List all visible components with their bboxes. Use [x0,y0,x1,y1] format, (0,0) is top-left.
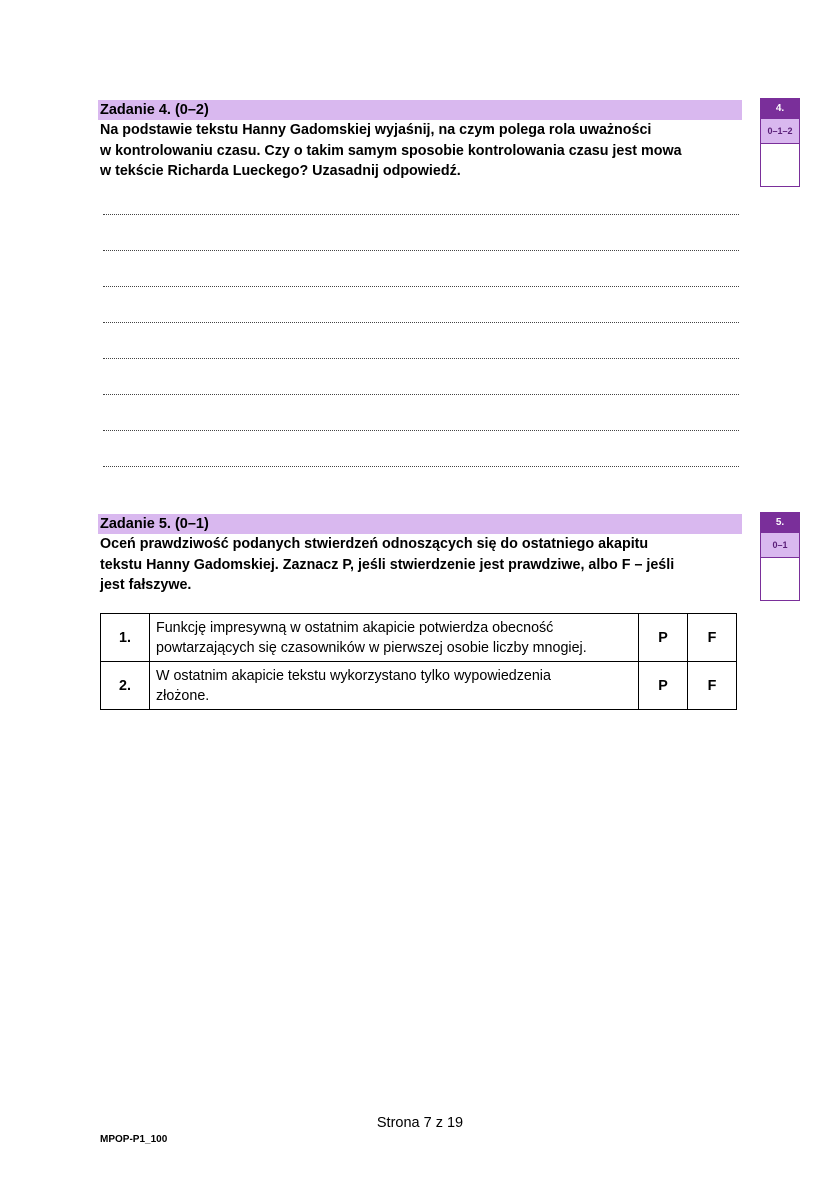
row-index: 2. [101,662,150,710]
answer-line[interactable] [103,214,739,215]
exam-code: MPOP-P1_100 [100,1134,168,1145]
option-true[interactable]: P [639,662,688,710]
task-5-prompt [100,534,740,596]
true-false-table [100,613,737,710]
task-5-prompt-line: jest fałszywe. [100,577,192,593]
task-5-score-field[interactable] [761,558,799,600]
option-true[interactable]: P [639,614,688,662]
answer-line[interactable] [103,358,739,359]
task-5-prompt-line: tekstu Hanny Gadomskiej. Zaznacz P, jeśli stwierdzenie jest prawdziwe, albo F – jeśli [100,556,675,573]
page-number: Strona 7 z 19 [376,1115,464,1131]
row-statement [150,614,639,662]
task-4-prompt [100,120,740,182]
task-5-score-number: 5. [761,513,799,533]
task-5-header: Zadanie 5. (0–1) [98,514,742,534]
row-index: 1. [101,614,150,662]
statement-line: powtarzających się czasowników w pierwszej osobie liczby mnogiej. [156,639,587,656]
task-5-score-range: 0–1 [761,533,799,558]
task-4-score-box [760,98,800,187]
answer-line[interactable] [103,394,739,395]
task-5-prompt-line: Oceń prawdziwość podanych stwierdzeń odnoszących się do ostatniego akapitu [100,536,649,552]
statement-line: złożone. [156,687,210,704]
table-row [101,662,737,710]
task-4-prompt-line: w kontrolowaniu czasu. Czy o takim samym sposobie kontrolowania czasu jest mowa [100,142,682,159]
table-row [101,614,737,662]
task-4-score-range: 0–1–2 [761,119,799,144]
answer-line[interactable] [103,250,739,251]
statement-line: W ostatnim akapicie tekstu wykorzystano tylko wypowiedzenia [156,667,551,684]
task-4-score-number: 4. [761,99,799,119]
option-false[interactable]: F [688,662,737,710]
option-false[interactable]: F [688,614,737,662]
task-4-header: Zadanie 4. (0–2) [98,100,742,120]
answer-line[interactable] [103,286,739,287]
answer-line[interactable] [103,466,739,467]
task-4-prompt-line: w tekście Richarda Lueckego? Uzasadnij odpowiedź. [100,163,461,179]
task-5-score-box [760,512,800,601]
task-4-prompt-line: Na podstawie tekstu Hanny Gadomskiej wyjaśnij, na czym polega rola uważności [100,122,652,138]
task-4-score-field[interactable] [761,144,799,186]
answer-line[interactable] [103,322,739,323]
statement-line: Funkcję impresywną w ostatnim akapicie potwierdza obecność [156,619,554,636]
row-statement [150,662,639,710]
answer-line[interactable] [103,430,739,431]
